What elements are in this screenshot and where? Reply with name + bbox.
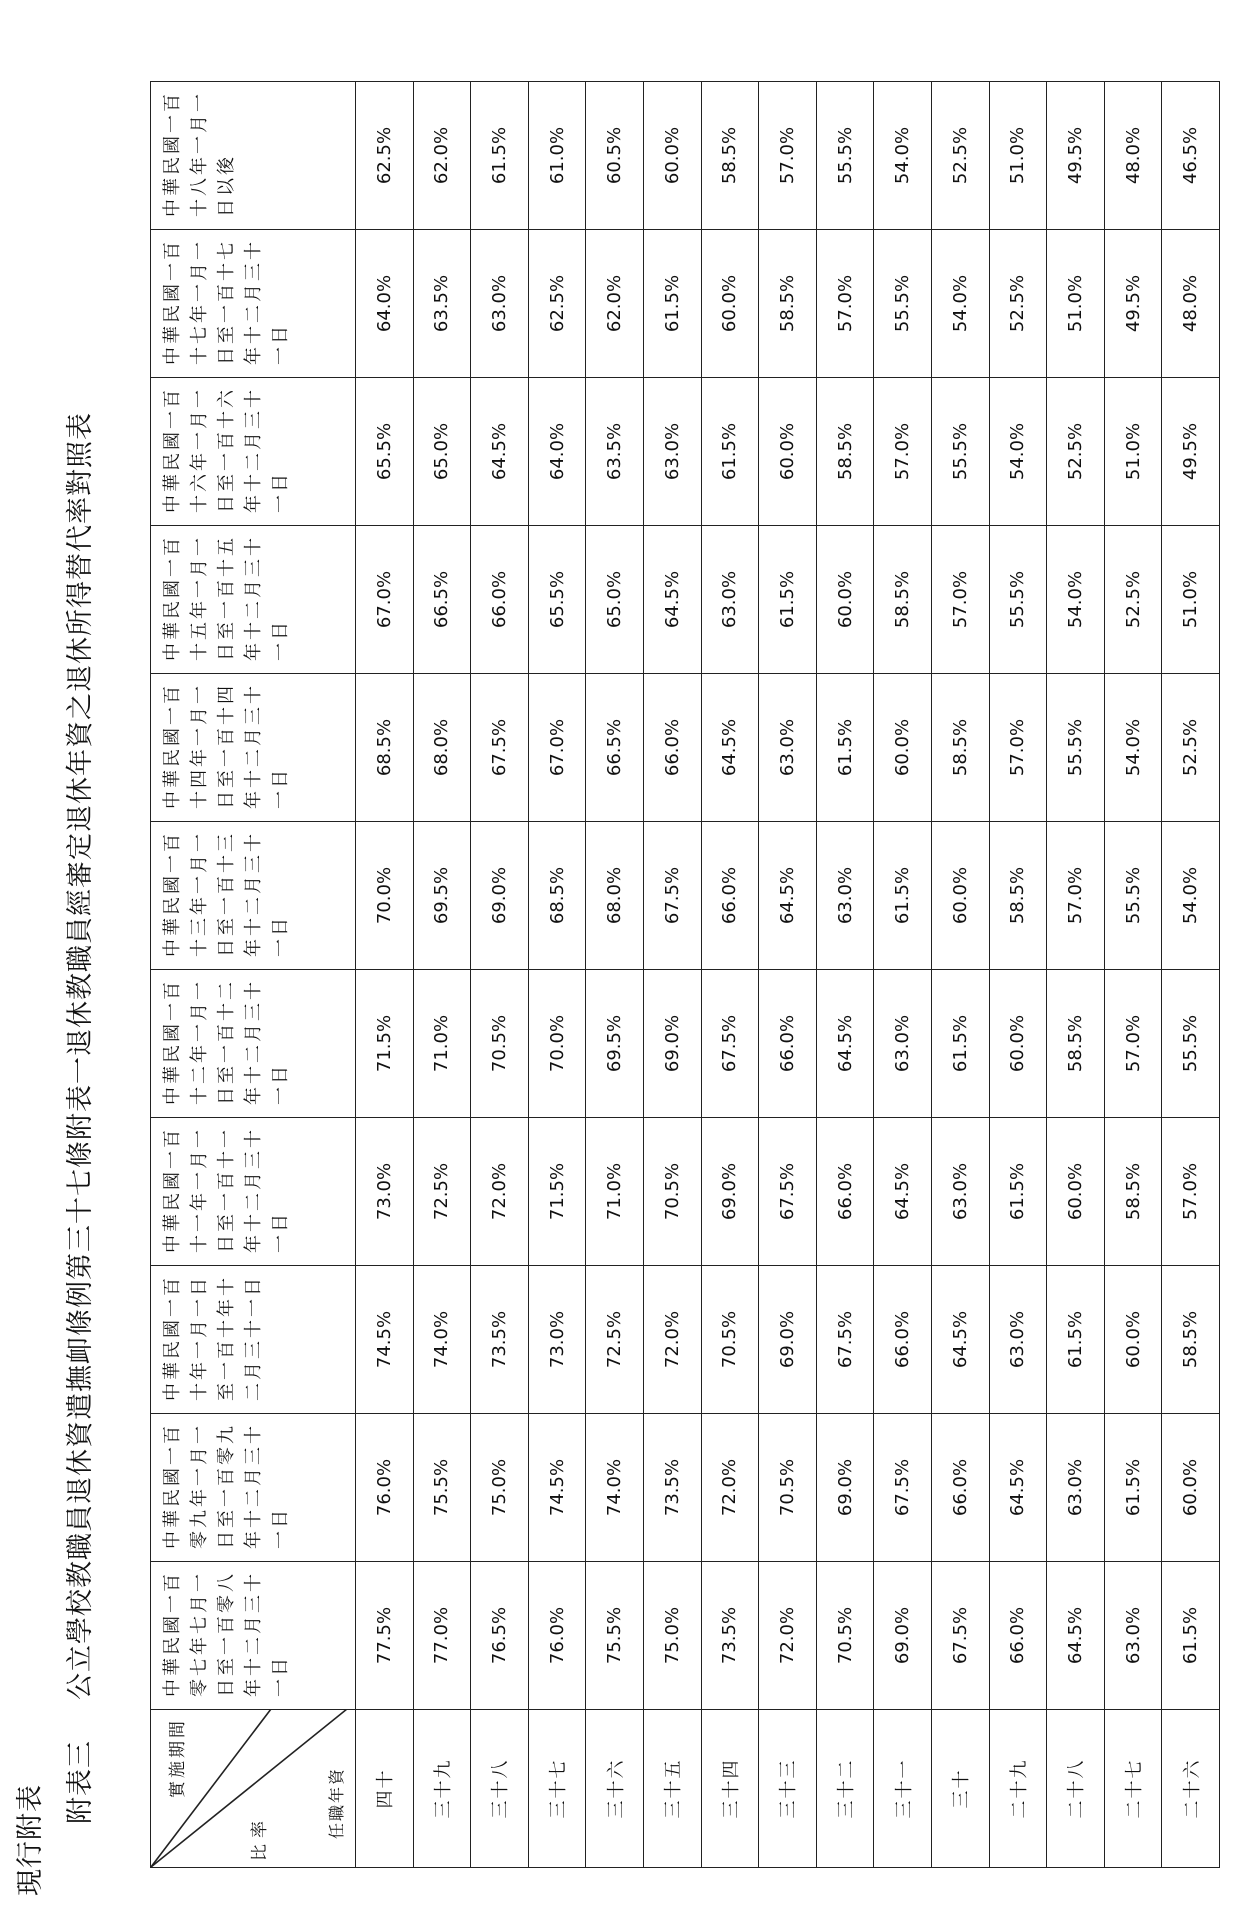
corner-label-period: 實施期間 — [168, 1718, 188, 1798]
rate-cell: 64.5% — [931, 1266, 989, 1414]
service-years-cell: 三十五 — [643, 1710, 701, 1868]
table-row — [874, 82, 932, 1868]
rate-cell: 55.5% — [874, 230, 932, 378]
rate-cell: 55.5% — [1104, 822, 1162, 970]
rate-cell: 64.5% — [989, 1414, 1047, 1562]
rate-cell: 54.0% — [1047, 526, 1105, 674]
rate-cell: 67.5% — [643, 822, 701, 970]
rate-cell: 70.5% — [701, 1266, 759, 1414]
rate-cell: 68.0% — [413, 674, 471, 822]
rate-cell: 70.5% — [643, 1118, 701, 1266]
rate-cell: 77.0% — [413, 1562, 471, 1710]
rate-cell: 46.5% — [1162, 82, 1220, 230]
rate-cell: 58.5% — [931, 674, 989, 822]
rate-cell: 51.0% — [1162, 526, 1220, 674]
rate-cell: 73.5% — [643, 1414, 701, 1562]
corner-label-years: 任職年資 — [327, 1766, 346, 1839]
period-header: 中華民國一百十四年一月一日至一百十四年十二月三十一日 — [151, 674, 356, 822]
service-years-cell: 二十八 — [1047, 1710, 1105, 1868]
rate-cell: 55.5% — [1162, 970, 1220, 1118]
rate-cell: 69.0% — [816, 1414, 874, 1562]
period-header: 中華民國一百十八年一月一日以後 — [151, 82, 356, 230]
rate-cell: 64.0% — [356, 230, 414, 378]
rate-cell: 69.5% — [586, 970, 644, 1118]
rate-cell: 63.0% — [1047, 1414, 1105, 1562]
rate-cell: 69.5% — [413, 822, 471, 970]
rate-cell: 67.5% — [471, 674, 529, 822]
rate-cell: 75.0% — [471, 1414, 529, 1562]
rate-cell: 54.0% — [874, 82, 932, 230]
rate-cell: 60.5% — [586, 82, 644, 230]
page-label: 現行附表 — [15, 1784, 46, 1896]
period-header: 中華民國一百十三年一月一日至一百十三年十二月三十一日 — [151, 822, 356, 970]
rate-cell: 63.0% — [874, 970, 932, 1118]
service-years-cell: 二十六 — [1162, 1710, 1220, 1868]
rate-cell: 73.5% — [471, 1266, 529, 1414]
rate-cell: 58.5% — [1047, 970, 1105, 1118]
rate-cell: 66.5% — [586, 674, 644, 822]
rate-cell: 48.0% — [1162, 230, 1220, 378]
rate-cell: 51.0% — [989, 82, 1047, 230]
rate-cell: 72.0% — [471, 1118, 529, 1266]
service-years-cell: 三十二 — [816, 1710, 874, 1868]
service-years-cell: 四十 — [356, 1710, 414, 1868]
service-years-cell: 三十六 — [586, 1710, 644, 1868]
rate-cell: 67.5% — [759, 1118, 817, 1266]
rate-cell: 64.5% — [471, 378, 529, 526]
rate-cell: 58.5% — [701, 82, 759, 230]
rate-cell: 65.5% — [356, 378, 414, 526]
rate-cell: 64.5% — [643, 526, 701, 674]
rate-cell: 61.5% — [1104, 1414, 1162, 1562]
rate-cell: 75.5% — [586, 1562, 644, 1710]
rate-cell: 61.5% — [931, 970, 989, 1118]
rate-cell: 71.5% — [528, 1118, 586, 1266]
rate-cell: 58.5% — [1104, 1118, 1162, 1266]
rate-cell: 62.0% — [413, 82, 471, 230]
rate-cell: 48.0% — [1104, 82, 1162, 230]
table-row — [931, 82, 989, 1868]
period-header: 中華民國一百十七年一月一日至一百十七年十二月三十一日 — [151, 230, 356, 378]
rate-cell: 69.0% — [874, 1562, 932, 1710]
period-header: 中華民國一百十六年一月一日至一百十六年十二月三十一日 — [151, 378, 356, 526]
rate-cell: 64.5% — [816, 970, 874, 1118]
period-header: 中華民國一百零七年七月一日至一百零八年十二月三十一日 — [151, 1562, 356, 1710]
table-row — [586, 82, 644, 1868]
replacement-rate-table — [150, 81, 1220, 1868]
table-row — [413, 82, 471, 1868]
rate-cell: 67.0% — [528, 674, 586, 822]
rate-cell: 66.0% — [759, 970, 817, 1118]
rate-cell: 76.0% — [528, 1562, 586, 1710]
rate-cell: 67.5% — [816, 1266, 874, 1414]
table-row — [816, 82, 874, 1868]
rate-cell: 54.0% — [989, 378, 1047, 526]
rate-cell: 60.0% — [759, 378, 817, 526]
rate-cell: 69.0% — [471, 822, 529, 970]
rate-cell: 72.5% — [413, 1118, 471, 1266]
rate-cell: 61.5% — [816, 674, 874, 822]
rate-cell: 55.5% — [989, 526, 1047, 674]
rate-cell: 63.0% — [1104, 1562, 1162, 1710]
rate-cell: 61.5% — [1047, 1266, 1105, 1414]
rate-cell: 58.5% — [989, 822, 1047, 970]
rate-cell: 60.0% — [701, 230, 759, 378]
rate-cell: 66.0% — [471, 526, 529, 674]
service-years-cell: 二十七 — [1104, 1710, 1162, 1868]
rate-cell: 62.5% — [528, 230, 586, 378]
service-years-cell: 三十三 — [759, 1710, 817, 1868]
rate-cell: 57.0% — [989, 674, 1047, 822]
rate-cell: 66.0% — [701, 822, 759, 970]
rate-cell: 64.5% — [1047, 1562, 1105, 1710]
rate-cell: 57.0% — [1162, 1118, 1220, 1266]
rate-cell: 49.5% — [1104, 230, 1162, 378]
rate-cell: 57.0% — [1047, 822, 1105, 970]
rate-cell: 52.5% — [989, 230, 1047, 378]
table-row — [701, 82, 759, 1868]
rate-cell: 60.0% — [1047, 1118, 1105, 1266]
service-years-cell: 三十九 — [413, 1710, 471, 1868]
rate-cell: 75.0% — [643, 1562, 701, 1710]
rate-cell: 54.0% — [1104, 674, 1162, 822]
rate-cell: 72.5% — [586, 1266, 644, 1414]
service-years-cell: 三十 — [931, 1710, 989, 1868]
service-years-cell: 三十四 — [701, 1710, 759, 1868]
rate-cell: 51.0% — [1047, 230, 1105, 378]
rate-cell: 67.5% — [701, 970, 759, 1118]
rate-cell: 63.0% — [989, 1266, 1047, 1414]
rate-cell: 64.5% — [874, 1118, 932, 1266]
rate-cell: 61.5% — [1162, 1562, 1220, 1710]
rate-cell: 64.5% — [701, 674, 759, 822]
rate-cell: 66.0% — [931, 1414, 989, 1562]
period-header: 中華民國一百十年一月一日至一百十年十二月三十一日 — [151, 1266, 356, 1414]
rate-cell: 57.0% — [874, 378, 932, 526]
rate-cell: 49.5% — [1047, 82, 1105, 230]
rate-cell: 57.0% — [1104, 970, 1162, 1118]
title-text: 公立學校教職員退休資遣撫卹條例第三十七條附表一退休教職員經審定退休年資之退休所得替代率對照表 — [65, 412, 96, 1700]
rate-cell: 75.5% — [413, 1414, 471, 1562]
rate-cell: 76.0% — [356, 1414, 414, 1562]
rate-cell: 54.0% — [1162, 822, 1220, 970]
rate-cell: 71.0% — [586, 1118, 644, 1266]
rate-cell: 63.0% — [471, 230, 529, 378]
rate-cell: 51.0% — [1104, 378, 1162, 526]
table-row — [1104, 82, 1162, 1868]
rate-cell: 55.5% — [816, 82, 874, 230]
rate-cell: 61.5% — [471, 82, 529, 230]
rate-cell: 71.0% — [413, 970, 471, 1118]
rate-cell: 60.0% — [931, 822, 989, 970]
rate-cell: 60.0% — [874, 674, 932, 822]
rate-cell: 67.5% — [931, 1562, 989, 1710]
table-row — [759, 82, 817, 1868]
rate-cell: 52.5% — [1162, 674, 1220, 822]
rate-cell: 70.0% — [528, 970, 586, 1118]
rate-cell: 67.5% — [874, 1414, 932, 1562]
rate-cell: 55.5% — [1047, 674, 1105, 822]
rate-cell: 71.5% — [356, 970, 414, 1118]
rate-cell: 62.0% — [586, 230, 644, 378]
rate-cell: 64.0% — [528, 378, 586, 526]
rate-cell: 58.5% — [759, 230, 817, 378]
rate-cell: 57.0% — [931, 526, 989, 674]
rate-cell: 66.0% — [989, 1562, 1047, 1710]
rate-cell: 52.5% — [1104, 526, 1162, 674]
rate-cell: 70.5% — [759, 1414, 817, 1562]
rate-cell: 63.5% — [586, 378, 644, 526]
appendix-code: 附表三 — [65, 1740, 96, 1824]
rate-cell: 63.0% — [759, 674, 817, 822]
rate-cell: 58.5% — [816, 378, 874, 526]
service-years-cell: 三十八 — [471, 1710, 529, 1868]
corner-label-rate: 比率 — [250, 1815, 270, 1861]
rate-cell: 49.5% — [1162, 378, 1220, 526]
period-header: 中華民國一百十一年一月一日至一百十一年十二月三十一日 — [151, 1118, 356, 1266]
rate-cell: 63.0% — [931, 1118, 989, 1266]
rate-cell: 74.0% — [413, 1266, 471, 1414]
rate-cell: 76.5% — [471, 1562, 529, 1710]
rate-cell: 70.5% — [816, 1562, 874, 1710]
table-row — [528, 82, 586, 1868]
rate-cell: 60.0% — [643, 82, 701, 230]
rate-cell: 58.5% — [1162, 1266, 1220, 1414]
rate-cell: 69.0% — [759, 1266, 817, 1414]
rate-cell: 58.5% — [874, 526, 932, 674]
rate-cell: 66.0% — [816, 1118, 874, 1266]
table-row — [356, 82, 414, 1868]
rate-cell: 68.0% — [586, 822, 644, 970]
rate-cell: 66.5% — [413, 526, 471, 674]
rate-cell: 64.5% — [759, 822, 817, 970]
rate-cell: 66.0% — [874, 1266, 932, 1414]
rate-cell: 74.5% — [528, 1414, 586, 1562]
rate-cell: 60.0% — [816, 526, 874, 674]
header-row — [151, 82, 356, 1868]
rate-cell: 73.5% — [701, 1562, 759, 1710]
rate-cell: 73.0% — [528, 1266, 586, 1414]
rate-cell: 63.0% — [701, 526, 759, 674]
rate-cell: 61.5% — [701, 378, 759, 526]
rate-cell: 57.0% — [759, 82, 817, 230]
rate-cell: 61.0% — [528, 82, 586, 230]
rate-cell: 60.0% — [1104, 1266, 1162, 1414]
rate-cell: 52.5% — [1047, 378, 1105, 526]
rate-cell: 63.5% — [413, 230, 471, 378]
rate-cell: 66.0% — [643, 674, 701, 822]
rate-cell: 63.0% — [643, 378, 701, 526]
rate-cell: 77.5% — [356, 1562, 414, 1710]
rate-cell: 61.5% — [874, 822, 932, 970]
table-row — [471, 82, 529, 1868]
table-row — [643, 82, 701, 1868]
rate-cell: 61.5% — [989, 1118, 1047, 1266]
rate-cell: 60.0% — [1162, 1414, 1220, 1562]
rate-cell: 61.5% — [643, 230, 701, 378]
rate-cell: 65.0% — [413, 378, 471, 526]
rate-cell: 61.5% — [759, 526, 817, 674]
service-years-cell: 三十七 — [528, 1710, 586, 1868]
rate-cell: 60.0% — [989, 970, 1047, 1118]
rate-cell: 67.0% — [356, 526, 414, 674]
document-title — [58, 4, 97, 1824]
rate-cell: 68.5% — [356, 674, 414, 822]
table-row — [1162, 82, 1220, 1868]
rate-cell: 72.0% — [643, 1266, 701, 1414]
rate-cell: 69.0% — [701, 1118, 759, 1266]
rate-cell: 68.5% — [528, 822, 586, 970]
rate-cell: 57.0% — [816, 230, 874, 378]
rate-cell: 54.0% — [931, 230, 989, 378]
corner-cell — [151, 1710, 356, 1868]
rate-cell: 70.0% — [356, 822, 414, 970]
service-years-cell: 三十一 — [874, 1710, 932, 1868]
rate-cell: 62.5% — [356, 82, 414, 230]
rate-cell: 52.5% — [931, 82, 989, 230]
rate-cell: 74.5% — [356, 1266, 414, 1414]
rate-cell: 65.0% — [586, 526, 644, 674]
table-row — [1047, 82, 1105, 1868]
service-years-cell: 二十九 — [989, 1710, 1047, 1868]
rate-cell: 69.0% — [643, 970, 701, 1118]
table-row — [989, 82, 1047, 1868]
rate-cell: 74.0% — [586, 1414, 644, 1562]
period-header: 中華民國一百零九年一月一日至一百零九年十二月三十一日 — [151, 1414, 356, 1562]
period-header: 中華民國一百十五年一月一日至一百十五年十二月三十一日 — [151, 526, 356, 674]
period-header: 中華民國一百十二年一月一日至一百十二年十二月三十一日 — [151, 970, 356, 1118]
rate-cell: 72.0% — [701, 1414, 759, 1562]
rate-cell: 55.5% — [931, 378, 989, 526]
rate-cell: 73.0% — [356, 1118, 414, 1266]
rate-cell: 72.0% — [759, 1562, 817, 1710]
rate-cell: 70.5% — [471, 970, 529, 1118]
rate-cell: 63.0% — [816, 822, 874, 970]
rate-cell: 65.5% — [528, 526, 586, 674]
